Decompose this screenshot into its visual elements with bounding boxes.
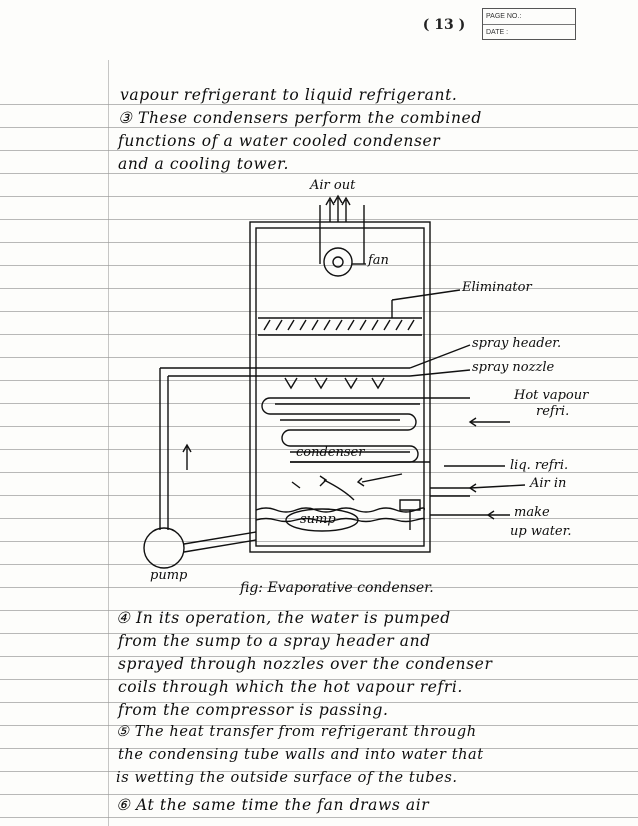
label-air-out: Air out: [310, 178, 356, 193]
para-line-8: is wetting the outside surface of the tubes.: [116, 770, 458, 786]
para-line-7: the condensing tube walls and into water that: [118, 747, 484, 763]
fan-circle: [324, 248, 352, 276]
para-line-2: from the sump to a spray header and: [118, 632, 431, 650]
label-condenser: condenser: [296, 445, 365, 460]
label-fan: fan: [368, 253, 389, 268]
para-line-3: sprayed through nozzles over the condenser: [118, 655, 493, 673]
label-air-in: Air in: [530, 476, 567, 491]
page-no-label: PAGE NO.:: [483, 9, 575, 25]
text-line-4: and a cooling tower.: [118, 155, 289, 173]
para-line-6: ⑤ The heat transfer from refrigerant through: [116, 724, 477, 740]
label-spray-nozzle: spray nozzle: [472, 360, 555, 375]
page-stamp: ( 13 ): [422, 17, 466, 33]
date-label: DATE :: [486, 29, 509, 36]
label-hot-vapour-2: refri.: [536, 404, 570, 419]
text-line-2: ③ These condensers perform the combined: [118, 109, 482, 127]
para-line-1: ④ In its operation, the water is pumped: [116, 609, 451, 627]
label-spray-header: spray header.: [472, 336, 562, 351]
para-line-5: from the compressor is passing.: [118, 701, 389, 719]
label-eliminator: Eliminator: [462, 280, 532, 295]
label-make-up: make: [514, 505, 550, 520]
pump-circle: [144, 528, 184, 568]
label-hot-vapour: Hot vapour: [514, 388, 589, 403]
figure-caption: fig: Evaporative condenser.: [240, 580, 434, 596]
para-line-4: coils through which the hot vapour refri.: [118, 678, 463, 696]
label-pump: pump: [150, 568, 188, 583]
text-line-1: vapour refrigerant to liquid refrigerant.: [120, 86, 458, 104]
text-line-3: functions of a water cooled condenser: [118, 132, 441, 150]
label-make-up-2: up water.: [510, 524, 572, 539]
label-sump: sump: [300, 512, 336, 527]
label-liq-refri: liq. refri.: [510, 458, 569, 473]
para-line-9: ⑥ At the same time the fan draws air: [116, 796, 430, 814]
casing: [250, 222, 430, 552]
